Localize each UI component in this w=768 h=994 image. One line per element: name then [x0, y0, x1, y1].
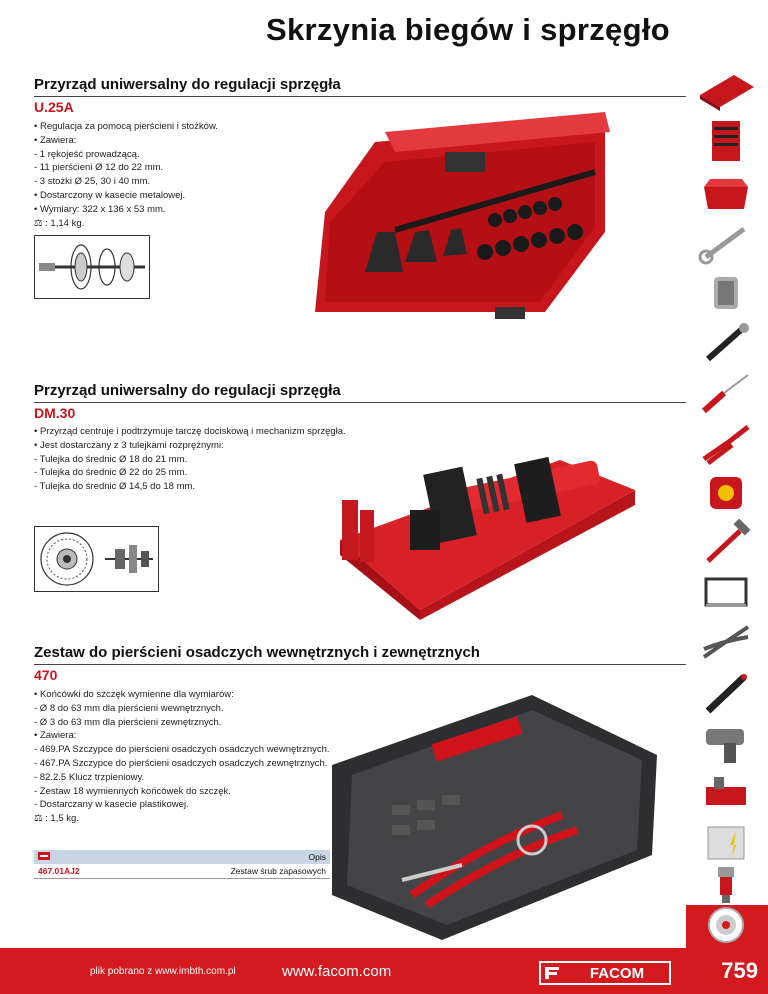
tool-sidebar: [686, 55, 768, 905]
pliers-icon: [694, 419, 758, 467]
line: - 1 rękojeść prowadzącą.: [34, 148, 140, 160]
line: • Zawiera:: [34, 730, 77, 742]
clutch-diagram-1: [34, 235, 150, 299]
clutch-disc-icon: [686, 905, 768, 948]
impact-wrench-icon: [694, 719, 758, 767]
hacksaw-icon: [694, 569, 758, 617]
line: • Końcówki do szczęk wymienne dla wymiarów:: [34, 689, 234, 700]
line: • Zawiera:: [34, 134, 77, 146]
section-2-lines: [34, 425, 346, 494]
screwdriver-icon: [694, 369, 758, 417]
section-2-ref: DM.30: [34, 405, 76, 421]
tool-box-icon: [694, 167, 758, 215]
facom-logo-text: FACOM: [589, 965, 645, 982]
line: - 3 stożki Ø 25, 30 i 40 mm.: [34, 176, 151, 188]
ratchet-icon: [694, 319, 758, 367]
page-number: 759: [721, 958, 758, 983]
parts-header-label: Opis: [308, 852, 326, 862]
line: - 469.PA Szczypce do pierścieni osadczych osadczych wewnętrznych.: [34, 744, 330, 756]
section-2-rule: [34, 402, 686, 403]
section-1-title: Przyrząd uniwersalny do regulacji sprzęgła: [34, 76, 341, 93]
line: • Dostarczony w kasecie metalowej.: [34, 189, 186, 201]
tape-measure-icon: [694, 469, 758, 517]
line: - 467.PA Szczypce do pierścieni osadczych osadczych zewnętrznych.: [34, 757, 328, 769]
line: • Jest dostarczany z 3 tulejkami rozprężnymi:: [34, 439, 224, 451]
tool-cabinet-icon: [694, 117, 758, 165]
hammer-icon: [694, 519, 758, 567]
facom-mini-icon: [38, 852, 50, 860]
line: - 11 pierścieni Ø 12 do 22 mm.: [34, 162, 164, 174]
line: - Dostarczany w kasecie plastikowej.: [34, 799, 189, 811]
vise-icon: [694, 769, 758, 817]
wrench-icon: [694, 219, 758, 267]
line: - Zestaw 18 wymiennych końcówek do szczęk.: [34, 785, 231, 797]
section-3-ref: 470: [34, 667, 58, 683]
section-1-rule: [34, 96, 686, 97]
page-title: Skrzynia biegów i sprzęgło: [265, 12, 670, 47]
line: - Ø 8 do 63 mm dla pierścieni wewnętrznych.: [34, 702, 224, 714]
footer-source: plik pobrano z www.imbth.com.pl: [90, 966, 236, 977]
line: - Tulejka do średnic Ø 22 do 25 mm.: [34, 467, 188, 479]
section-3-title: Zestaw do pierścieni osadczych wewnętrznych i zewnętrznych: [34, 644, 480, 661]
chapter-tab: [686, 905, 768, 948]
dm30-tool-image: [330, 430, 640, 620]
circlip-pliers-icon: [694, 619, 758, 667]
line: ⚖ : 1,5 kg.: [34, 813, 79, 825]
line: • Regulacja za pomocą pierścieni i stożków.: [34, 121, 218, 132]
section-3-rule: [34, 664, 686, 665]
line: • Przyrząd centruje i podtrzymuje tarczę dociskową i mechanizm sprzęgła.: [34, 426, 346, 437]
table-row: [34, 864, 330, 879]
section-1-lines: [34, 120, 218, 230]
socket-icon: [694, 269, 758, 317]
section-1-ref: U.25A: [34, 99, 74, 115]
line: - Ø 3 do 63 mm dla pierścieni zewnętrznych.: [34, 716, 222, 728]
footer-url[interactable]: www.facom.com: [282, 963, 392, 980]
spark-plug-icon: [694, 861, 758, 909]
line: - 82.2.5 Klucz trzpieniowy.: [34, 771, 145, 783]
line: - Tulejka do średnic Ø 18 do 21 mm.: [34, 453, 188, 465]
u25a-case-image: [305, 112, 617, 322]
parts-table-header: [34, 850, 330, 864]
part-ref: 467.01AJ2: [38, 866, 80, 876]
line: • Wymiary: 322 x 136 x 53 mm.: [34, 203, 166, 215]
parts-table: [34, 850, 330, 879]
flashlight-icon: [694, 669, 758, 717]
line: - Tulejka do średnic Ø 14,5 do 18 mm.: [34, 481, 196, 493]
toolbox-tray-icon: [694, 65, 758, 113]
line: ⚖ : 1,14 kg.: [34, 217, 85, 229]
clutch-diagram-2: [34, 526, 159, 592]
470-case-image: [332, 695, 662, 940]
facom-logo: [539, 961, 671, 985]
parts-header-logo: [34, 850, 132, 864]
section-2-title: Przyrząd uniwersalny do regulacji sprzęgła: [34, 382, 341, 399]
electrical-breaker-icon: [694, 819, 758, 867]
part-desc: Zestaw śrub zapasowych: [230, 866, 326, 876]
section-3-lines: [34, 688, 330, 826]
